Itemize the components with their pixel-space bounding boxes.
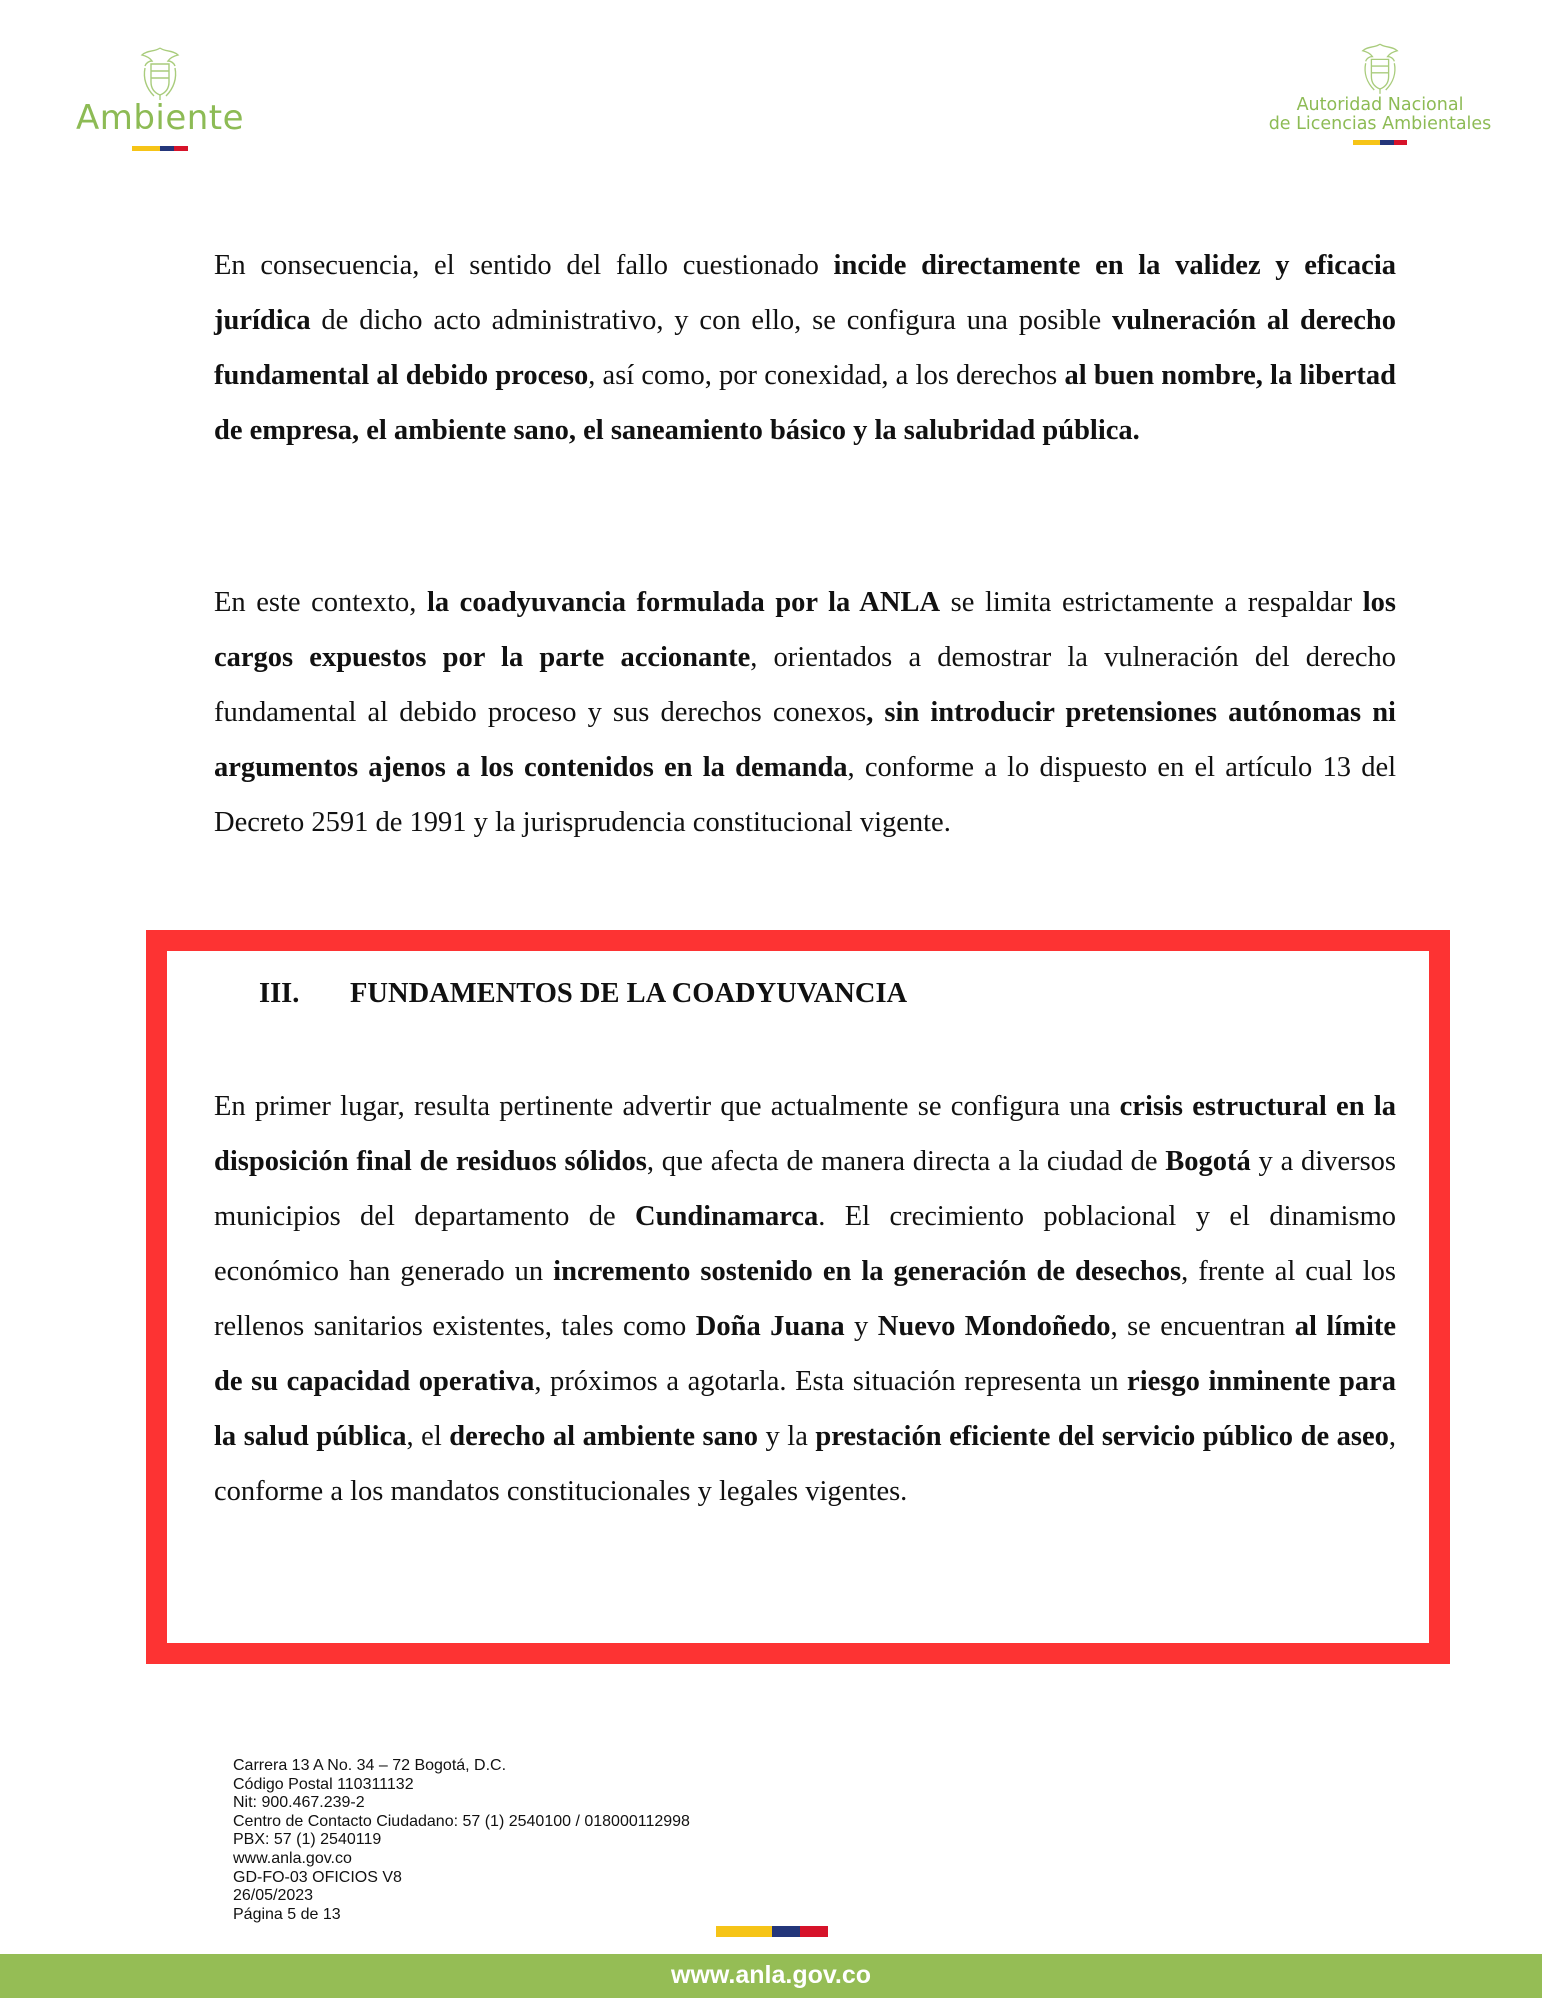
footer-page-number: Página 5 de 13 <box>233 1905 341 1923</box>
bold-text-run: prestación eficiente del servicio público de aseo <box>815 1421 1389 1452</box>
text-run: En consecuencia, el sentido del fallo cuestionado <box>214 250 834 281</box>
ambiente-logo <box>70 44 250 151</box>
paragraph-contexto <box>214 575 1396 850</box>
text-run: , conforme a los mandatos constitucionales y legales vigentes. <box>214 1421 1396 1507</box>
anla-wordmark-line2: de Licencias Ambientales <box>1268 114 1492 134</box>
bold-text-run: crisis estructural en la disposición final de residuos sólidos <box>214 1091 1396 1177</box>
bold-text-run: los cargos expuestos por la parte accionante <box>214 587 1396 673</box>
footer-contact-center: Centro de Contacto Ciudadano: 57 (1) 2540100 / 018000112998 <box>233 1812 690 1830</box>
footer-band <box>0 1954 1542 1998</box>
footer-nit: Nit: 900.467.239-2 <box>233 1794 365 1812</box>
ambiente-wordmark: Ambiente <box>75 98 245 138</box>
anla-wordmark-line1: Autoridad Nacional <box>1296 95 1464 115</box>
footer-pbx: PBX: 57 (1) 2540119 <box>233 1831 382 1849</box>
footer-flag-stripe <box>716 1926 828 1937</box>
colombia-flag-stripe <box>132 146 188 151</box>
anla-logo <box>1255 40 1505 145</box>
text-run: y la <box>757 1421 816 1452</box>
bold-text-run: Bogotá <box>1165 1146 1251 1177</box>
text-run: . El crecimiento poblacional y el dinamismo económico han generado un <box>214 1201 1396 1287</box>
text-run: de dicho acto administrativo, y con ello, se configura una posible <box>310 305 1112 336</box>
footer-website[interactable]: www.anla.gov.co <box>233 1849 352 1867</box>
text-run: y a diversos municipios del departamento de <box>214 1146 1396 1232</box>
bold-text-run: incremento sostenido en la generación de desechos <box>553 1256 1182 1287</box>
coat-of-arms-icon <box>137 44 183 102</box>
text-run: En primer lugar, resulta pertinente advertir que actualmente se configura una <box>214 1091 1120 1122</box>
footer-date: 26/05/2023 <box>233 1887 314 1905</box>
text-run: , frente al cual los rellenos sanitarios existentes, tales como <box>214 1256 1397 1342</box>
coat-of-arms-icon <box>1358 40 1402 96</box>
bold-text-run: Cundinamarca <box>635 1201 819 1232</box>
text-run: En este contexto, <box>214 587 427 618</box>
footer-contact-info <box>233 1757 690 1924</box>
footer-address: Carrera 13 A No. 34 – 72 Bogotá, D.C. <box>233 1757 507 1774</box>
section-title: FUNDAMENTOS DE LA COADYUVANCIA <box>350 978 908 1009</box>
bold-text-run: incide directamente en la validez y eficacia jurídica <box>214 250 1396 336</box>
text-run: , el <box>406 1421 450 1452</box>
bold-text-run: derecho al ambiente sano <box>449 1421 758 1452</box>
footer-band-url[interactable]: www.anla.gov.co <box>671 1961 872 1989</box>
section-number: III. <box>259 978 300 1009</box>
footer-form-code: GD-FO-03 OFICIOS V8 <box>233 1868 402 1886</box>
bold-text-run: al buen nombre, la libertad de empresa, el ambiente sano, el saneamiento básico y la salubridad pública. <box>214 360 1397 446</box>
bold-text-run: la coadyuvancia formulada por la ANLA <box>426 587 941 618</box>
bold-text-run: vulneración al derecho fundamental al debido proceso <box>214 305 1396 391</box>
bold-text-run: Doña Juana <box>695 1311 845 1342</box>
text-run: , orientados a demostrar la vulneración del derecho fundamental al debido proceso y sus derechos conexos <box>214 642 1396 728</box>
text-run: , así como, por conexidad, a los derechos <box>588 360 1065 391</box>
bold-text-run: riesgo inminente para la salud pública <box>214 1366 1396 1452</box>
text-run: , se encuentran <box>1110 1311 1295 1342</box>
text-run: se limita estrictamente a respaldar <box>940 587 1363 618</box>
text-run: , que afecta de manera directa a la ciudad de <box>646 1146 1166 1177</box>
bold-text-run: , sin introducir pretensiones autónomas ni argumentos ajenos a los contenidos en la demanda <box>214 697 1396 783</box>
section-heading <box>259 978 907 1010</box>
paragraph-consecuencia <box>214 238 1396 458</box>
text-run: , conforme a lo dispuesto en el artículo 13 del Decreto 2591 de 1991 y la jurisprudencia constitucional vigente. <box>214 752 1397 838</box>
paragraph-primer-lugar <box>214 1079 1396 1519</box>
colombia-flag-stripe <box>1353 140 1407 145</box>
text-run: , próximos a agotarla. Esta situación representa un <box>534 1366 1128 1397</box>
text-run: y <box>844 1311 878 1342</box>
footer-postal-code: Código Postal 110311132 <box>233 1775 414 1793</box>
bold-text-run: Nuevo Mondoñedo <box>877 1311 1111 1342</box>
bold-text-run: al límite de su capacidad operativa <box>214 1311 1397 1397</box>
